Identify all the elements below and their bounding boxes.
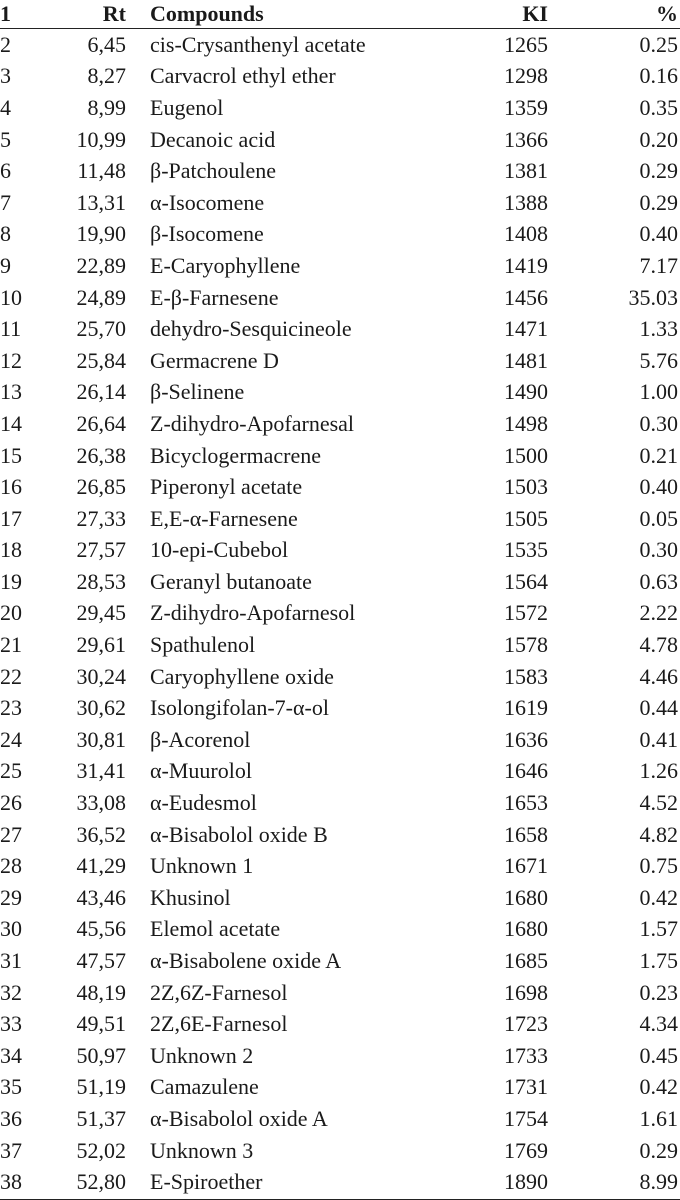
percentage: 5.76 <box>639 347 678 373</box>
row-number: 33 <box>0 1011 22 1037</box>
header-rt: Rt <box>102 1 126 26</box>
compound-name: α-Bisabolol oxide A <box>150 1105 328 1131</box>
compound-name: Geranyl butanoate <box>150 568 312 594</box>
table-row <box>0 850 680 882</box>
percentage: 1.57 <box>639 916 678 942</box>
row-number: 27 <box>0 821 22 847</box>
table-row <box>0 598 680 630</box>
retention-time: 19,90 <box>76 221 126 247</box>
percentage: 0.42 <box>639 1074 678 1100</box>
header-percent: % <box>656 1 678 26</box>
kovats-index: 1731 <box>504 1074 548 1100</box>
retention-time: 8,99 <box>87 94 126 120</box>
retention-time: 31,41 <box>76 758 126 784</box>
table-row <box>0 1072 680 1104</box>
compound-name: Unknown 3 <box>150 1137 254 1163</box>
row-number: 30 <box>0 916 22 942</box>
table-row <box>0 187 680 219</box>
kovats-index: 1456 <box>504 284 548 310</box>
retention-time: 6,45 <box>87 31 126 57</box>
compound-name: Carvacrol ethyl ether <box>150 63 336 89</box>
retention-time: 25,84 <box>76 347 126 373</box>
percentage: 0.63 <box>639 568 678 594</box>
kovats-index: 1646 <box>504 758 548 784</box>
compound-name: E-β-Farnesene <box>150 284 279 310</box>
retention-time: 45,56 <box>76 916 126 942</box>
kovats-index: 1500 <box>504 442 548 468</box>
percentage: 0.30 <box>639 537 678 563</box>
kovats-index: 1769 <box>504 1137 548 1163</box>
table-row <box>0 977 680 1009</box>
table-row <box>0 724 680 756</box>
compound-name: Bicyclogermacrene <box>150 442 322 468</box>
kovats-index: 1471 <box>504 316 548 342</box>
row-number: 7 <box>0 189 11 215</box>
percentage: 0.30 <box>639 410 678 436</box>
kovats-index: 1481 <box>504 347 548 373</box>
compound-name: α-Muurolol <box>150 758 252 784</box>
retention-time: 52,80 <box>76 1169 126 1195</box>
kovats-index: 1653 <box>504 790 548 816</box>
row-number: 21 <box>0 632 22 658</box>
retention-time: 27,33 <box>76 505 126 531</box>
table-row <box>0 945 680 977</box>
row-number: 14 <box>0 410 22 436</box>
kovats-index: 1723 <box>504 1011 548 1037</box>
retention-time: 52,02 <box>76 1137 126 1163</box>
compound-name: Unknown 1 <box>150 853 254 879</box>
retention-time: 33,08 <box>76 790 126 816</box>
row-number: 15 <box>0 442 22 468</box>
retention-time: 22,89 <box>76 252 126 278</box>
table-row <box>0 629 680 661</box>
compound-name: Piperonyl acetate <box>150 474 303 500</box>
row-number: 32 <box>0 979 22 1005</box>
compound-name: Khusinol <box>150 884 231 910</box>
percentage: 0.25 <box>639 31 678 57</box>
compound-name: 2Z,6E-Farnesol <box>150 1011 288 1037</box>
percentage: 4.82 <box>639 821 678 847</box>
compound-name: Germacrene D <box>150 347 279 373</box>
percentage: 1.75 <box>639 948 678 974</box>
kovats-index: 1890 <box>504 1169 548 1195</box>
compound-name: dehydro-Sesquicineole <box>150 316 352 342</box>
row-number: 38 <box>0 1169 22 1195</box>
kovats-index: 1265 <box>504 31 548 57</box>
percentage: 1.33 <box>639 316 678 342</box>
retention-time: 24,89 <box>76 284 126 310</box>
retention-time: 51,37 <box>76 1105 126 1131</box>
table-row <box>0 503 680 535</box>
percentage: 4.34 <box>639 1011 678 1037</box>
row-number: 3 <box>0 63 11 89</box>
compound-name: E,E-α-Farnesene <box>150 505 298 531</box>
header-compounds: Compounds <box>150 1 264 26</box>
table-row <box>0 345 680 377</box>
table-row <box>0 440 680 472</box>
row-number: 37 <box>0 1137 22 1163</box>
kovats-index: 1505 <box>504 505 548 531</box>
percentage: 0.44 <box>639 695 678 721</box>
kovats-index: 1419 <box>504 252 548 278</box>
compound-name: E-Caryophyllene <box>150 252 301 278</box>
compound-name: β-Isocomene <box>150 221 264 247</box>
table-row <box>0 282 680 314</box>
row-number: 29 <box>0 884 22 910</box>
percentage: 1.26 <box>639 758 678 784</box>
table-row <box>0 914 680 946</box>
percentage: 0.41 <box>639 726 678 752</box>
compound-name: Eugenol <box>150 94 224 120</box>
retention-time: 41,29 <box>76 853 126 879</box>
row-number: 10 <box>0 284 22 310</box>
row-number: 36 <box>0 1105 22 1131</box>
row-number: 24 <box>0 726 22 752</box>
kovats-index: 1671 <box>504 853 548 879</box>
kovats-index: 1754 <box>504 1105 548 1131</box>
percentage: 0.29 <box>639 189 678 215</box>
retention-time: 25,70 <box>76 316 126 342</box>
percentage: 8.99 <box>639 1169 678 1195</box>
retention-time: 8,27 <box>87 63 126 89</box>
kovats-index: 1359 <box>504 94 548 120</box>
table-header <box>0 0 680 29</box>
retention-time: 43,46 <box>76 884 126 910</box>
compound-name: cis-Crysanthenyl acetate <box>150 31 366 57</box>
compound-name: Z-dihydro-Apofarnesol <box>150 600 356 626</box>
table-body <box>0 29 680 1198</box>
retention-time: 11,48 <box>77 158 126 184</box>
table-row <box>0 882 680 914</box>
row-number: 13 <box>0 379 22 405</box>
compound-name: α-Bisabolol oxide B <box>150 821 328 847</box>
kovats-index: 1564 <box>504 568 548 594</box>
percentage: 0.21 <box>639 442 678 468</box>
retention-time: 30,62 <box>76 695 126 721</box>
table-row <box>0 471 680 503</box>
row-number: 34 <box>0 1042 22 1068</box>
table-row <box>0 124 680 156</box>
row-number: 5 <box>0 126 11 152</box>
percentage: 1.61 <box>639 1105 678 1131</box>
retention-time: 29,45 <box>76 600 126 626</box>
percentage: 0.45 <box>639 1042 678 1068</box>
table-row <box>0 819 680 851</box>
percentage: 0.23 <box>639 979 678 1005</box>
compound-name: E-Spiroether <box>150 1169 263 1195</box>
table-row <box>0 219 680 251</box>
table-row <box>0 1166 680 1198</box>
retention-time: 51,19 <box>76 1074 126 1100</box>
percentage: 0.40 <box>639 474 678 500</box>
retention-time: 26,14 <box>76 379 126 405</box>
row-number: 25 <box>0 758 22 784</box>
compound-name: Caryophyllene oxide <box>150 663 334 689</box>
row-number: 17 <box>0 505 22 531</box>
percentage: 0.29 <box>639 158 678 184</box>
compound-name: α-Bisabolene oxide A <box>150 948 342 974</box>
percentage: 0.29 <box>639 1137 678 1163</box>
row-number: 12 <box>0 347 22 373</box>
kovats-index: 1698 <box>504 979 548 1005</box>
compound-name: Unknown 2 <box>150 1042 254 1068</box>
table-row <box>0 250 680 282</box>
table-row <box>0 1008 680 1040</box>
table-row <box>0 29 680 61</box>
table-row <box>0 377 680 409</box>
kovats-index: 1535 <box>504 537 548 563</box>
compound-name: 10-epi-Cubebol <box>150 537 289 563</box>
percentage: 0.40 <box>639 221 678 247</box>
row-number: 26 <box>0 790 22 816</box>
row-number: 4 <box>0 94 11 120</box>
kovats-index: 1381 <box>504 158 548 184</box>
retention-time: 26,85 <box>76 474 126 500</box>
row-number: 6 <box>0 158 11 184</box>
table-row <box>0 1103 680 1135</box>
table-row <box>0 313 680 345</box>
header-ki: KI <box>522 1 548 26</box>
kovats-index: 1498 <box>504 410 548 436</box>
row-number: 11 <box>0 316 22 342</box>
row-number: 9 <box>0 252 11 278</box>
table-row <box>0 661 680 693</box>
retention-time: 50,97 <box>76 1042 126 1068</box>
compound-name: β-Selinene <box>150 379 245 405</box>
row-number: 35 <box>0 1074 22 1100</box>
table-row <box>0 92 680 124</box>
table-row <box>0 408 680 440</box>
compound-name: Z-dihydro-Apofarnesal <box>150 410 355 436</box>
percentage: 0.42 <box>639 884 678 910</box>
compound-name: α-Isocomene <box>150 189 265 215</box>
kovats-index: 1680 <box>504 884 548 910</box>
table-row <box>0 566 680 598</box>
compound-name: β-Acorenol <box>150 726 251 752</box>
kovats-index: 1490 <box>504 379 548 405</box>
kovats-index: 1680 <box>504 916 548 942</box>
kovats-index: 1636 <box>504 726 548 752</box>
kovats-index: 1503 <box>504 474 548 500</box>
percentage: 0.16 <box>639 63 678 89</box>
header-number: 1 <box>0 1 11 26</box>
row-number: 19 <box>0 568 22 594</box>
kovats-index: 1619 <box>504 695 548 721</box>
compound-name: Decanoic acid <box>150 126 276 152</box>
percentage: 4.52 <box>639 790 678 816</box>
compound-name: α-Eudesmol <box>150 790 257 816</box>
retention-time: 13,31 <box>76 189 126 215</box>
percentage: 0.75 <box>639 853 678 879</box>
row-number: 8 <box>0 221 11 247</box>
kovats-index: 1658 <box>504 821 548 847</box>
retention-time: 49,51 <box>76 1011 126 1037</box>
kovats-index: 1578 <box>504 632 548 658</box>
kovats-index: 1298 <box>504 63 548 89</box>
percentage: 1.00 <box>639 379 678 405</box>
compound-name: Camazulene <box>150 1074 259 1100</box>
table-row <box>0 535 680 567</box>
row-number: 28 <box>0 853 22 879</box>
kovats-index: 1685 <box>504 948 548 974</box>
percentage: 35.03 <box>628 284 678 310</box>
percentage: 7.17 <box>639 252 678 278</box>
percentage: 4.46 <box>639 663 678 689</box>
kovats-index: 1388 <box>504 189 548 215</box>
retention-time: 36,52 <box>76 821 126 847</box>
retention-time: 26,64 <box>76 410 126 436</box>
percentage: 2.22 <box>639 600 678 626</box>
retention-time: 27,57 <box>76 537 126 563</box>
row-number: 23 <box>0 695 22 721</box>
table-row <box>0 756 680 788</box>
compound-name: Isolongifolan-7-α-ol <box>150 695 329 721</box>
table-row <box>0 1040 680 1072</box>
percentage: 0.20 <box>639 126 678 152</box>
compound-name: 2Z,6Z-Farnesol <box>150 979 288 1005</box>
percentage: 0.05 <box>639 505 678 531</box>
retention-time: 48,19 <box>76 979 126 1005</box>
kovats-index: 1572 <box>504 600 548 626</box>
table-row <box>0 1135 680 1167</box>
retention-time: 28,53 <box>76 568 126 594</box>
kovats-index: 1408 <box>504 221 548 247</box>
kovats-index: 1583 <box>504 663 548 689</box>
percentage: 0.35 <box>639 94 678 120</box>
compound-name: β-Patchoulene <box>150 158 277 184</box>
row-number: 20 <box>0 600 22 626</box>
row-number: 18 <box>0 537 22 563</box>
table-row <box>0 155 680 187</box>
row-number: 2 <box>0 31 11 57</box>
percentage: 4.78 <box>639 632 678 658</box>
kovats-index: 1733 <box>504 1042 548 1068</box>
retention-time: 30,24 <box>76 663 126 689</box>
retention-time: 30,81 <box>76 726 126 752</box>
retention-time: 29,61 <box>76 632 126 658</box>
kovats-index: 1366 <box>504 126 548 152</box>
retention-time: 10,99 <box>76 126 126 152</box>
table-row <box>0 787 680 819</box>
compound-name: Elemol acetate <box>150 916 281 942</box>
row-number: 31 <box>0 948 22 974</box>
retention-time: 26,38 <box>76 442 126 468</box>
retention-time: 47,57 <box>76 948 126 974</box>
table-row <box>0 61 680 93</box>
table-row <box>0 692 680 724</box>
compound-name: Spathulenol <box>150 632 256 658</box>
row-number: 16 <box>0 474 22 500</box>
row-number: 22 <box>0 663 22 689</box>
